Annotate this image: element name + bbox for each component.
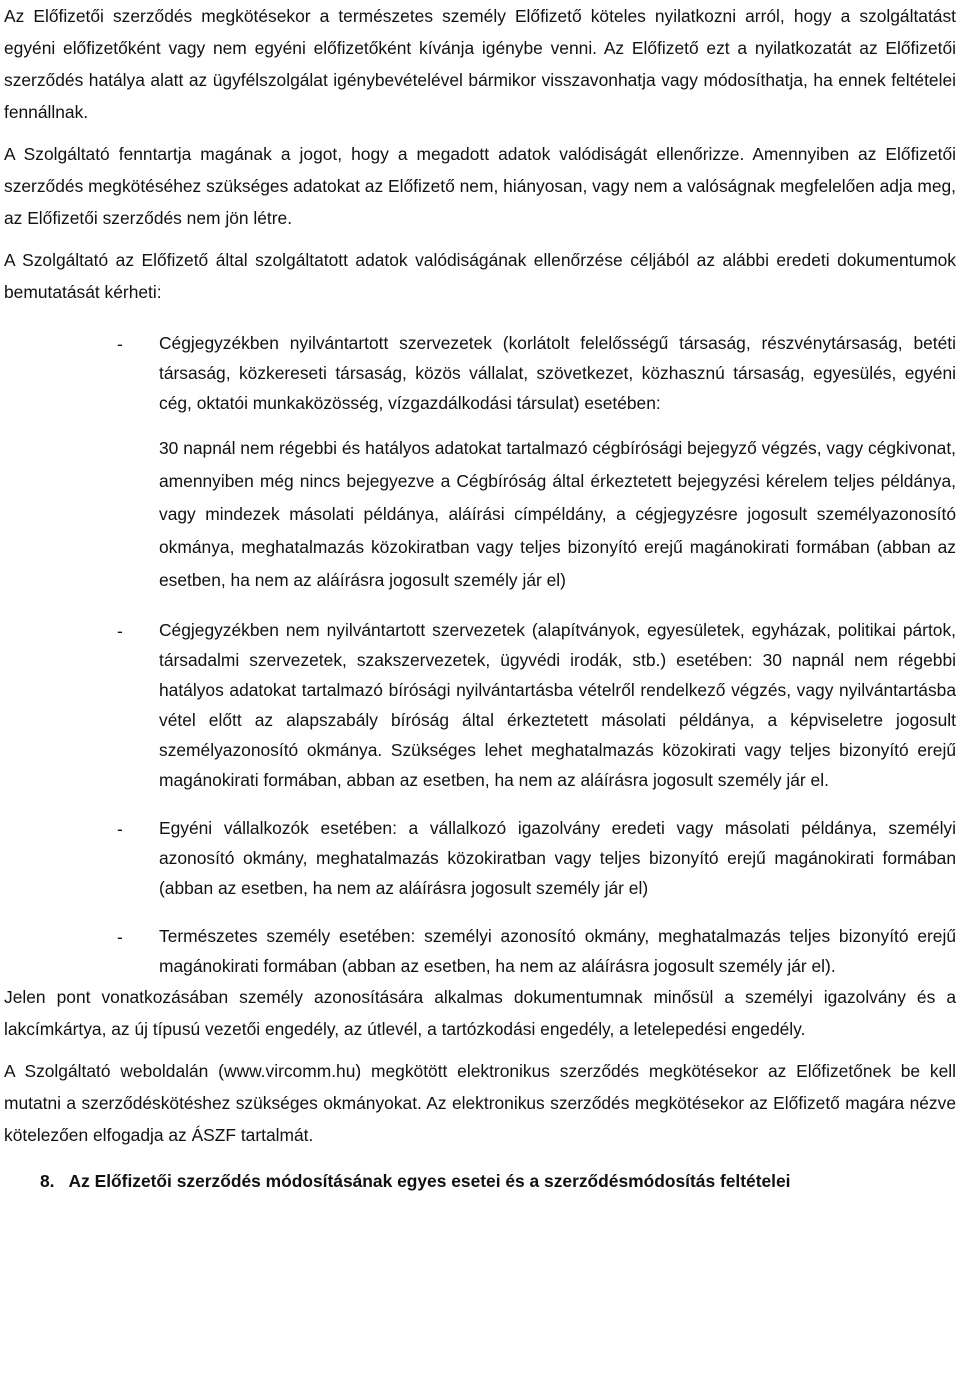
list-dash: - (117, 819, 123, 839)
paragraph-electronic-contract: A Szolgáltató weboldalán (www.vircomm.hu) megkötött elektronikus szerződés megkötésekor az Előfizetőnek be kell mutatni a szerződéskötéshez szükséges okmányokat. Az elektronikus szerződés megkötésekor az Előfizető magára nézve kötelezően elfogadja az ÁSZF tartalmát. (4, 1061, 956, 1145)
section-title: Az Előfizetői szerződés módosításának egyes esetei és a szerződésmódosítás feltételei (68, 1171, 791, 1191)
list-item-natural-persons (4, 921, 956, 981)
list-dash: - (117, 621, 123, 641)
section-heading (4, 1165, 956, 1197)
list-item-registered-organizations (4, 328, 956, 597)
spacer (4, 903, 956, 921)
spacer (4, 795, 956, 813)
paragraph-identity-documents: Jelen pont vonatkozásában személy azonosítására alkalmas dokumentumnak minősül a személyi igazolvány és a lakcímkártya, az új típusú vezetői engedély, az útlevél, a tartózkodási engedély, a letelepedési engedély. (4, 987, 956, 1039)
list-item-text: Cégjegyzékben nem nyilvántartott szervezetek (alapítványok, egyesületek, egyházak, politikai pártok, társadalmi szervezetek, szakszervezetek, ügyvédi irodák, stb.) esetében: 30 napnál nem régebbi hatályos adatokat tartalmazó bírósági nyilvántartásba vételről rendelkező végzés, vagy nyilvántartásba vétel előtt az alapszabály bíróság által érkeztetett másolati példánya, a képviseletre jogosult személyazonosító okmánya. Szükséges lehet meghatalmazás közokirati vagy teljes bizonyító erejű magánokirati formában, abban az esetben, ha nem az aláírásra jogosult személy jár el. (159, 620, 956, 790)
list-dash: - (117, 334, 123, 354)
list-item-sole-traders (4, 813, 956, 903)
list-item-text: Cégjegyzékben nyilvántartott szervezetek (korlátolt felelősségű társaság, részvénytársaság, betéti társaság, közkereseti társaság, közös vállalat, szövetkezet, közhasznú társaság, egyesülés, egyéni cég, oktatói munkaközösség, vízgazdálkodási társulat) esetében: (159, 333, 956, 413)
paragraph-documents-intro: A Szolgáltató az Előfizető által szolgáltatott adatok valódiságának ellenőrzése céljából az alábbi eredeti dokumentumok bemutatását kérheti: (4, 250, 956, 302)
document-requirements-list (4, 328, 956, 981)
spacer (4, 128, 956, 138)
list-dash: - (117, 927, 123, 947)
list-item-subtext: 30 napnál nem régebbi és hatályos adatokat tartalmazó cégbírósági bejegyző végzés, vagy cégkivonat, amennyiben még nincs bejegyezve a Cégbíróság által érkeztetett bejegyzési kérelem teljes példánya, vagy mindezek másolati példánya, aláírási címpéldány, a cégjegyzésre jogosult személyazonosító okmánya, meghatalmazás közokiratban vagy teljes bizonyító erejű magánokirati formában (abban az esetben, ha nem az aláírásra jogosult személy jár el) (159, 438, 956, 590)
list-item-subparagraph (159, 432, 956, 597)
spacer (4, 234, 956, 244)
spacer (4, 597, 956, 615)
list-item-text: Természetes személy esetében: személyi azonosító okmány, meghatalmazás teljes bizonyító erejű magánokirati formában (abban az esetben, ha nem az aláírásra jogosult személy jár el). (159, 926, 956, 976)
spacer (4, 1045, 956, 1055)
paragraph-data-verification: A Szolgáltató fenntartja magának a jogot, hogy a megadott adatok valódiságát ellenőrizze. Amennyiben az Előfizetői szerződés megkötéséhez szükséges adatokat az Előfizető nem, hiányosan, vagy nem a valóságnak megfelelően adja meg, az Előfizetői szerződés nem jön létre. (4, 144, 956, 228)
list-item-unregistered-organizations (4, 615, 956, 795)
paragraph-subscriber-declaration: Az Előfizetői szerződés megkötésekor a természetes személy Előfizető köteles nyilatkozni arról, hogy a szolgáltatást egyéni előfizetőként vagy nem egyéni előfizetőként kívánja igénybe venni. Az Előfizető ezt a nyilatkozatát az Előfizetői szerződés hatálya alatt az ügyfélszolgálat igénybevételével bármikor visszavonhatja vagy módosíthatja, ha ennek feltételei fennállnak. (4, 6, 956, 122)
list-item-text: Egyéni vállalkozók esetében: a vállalkozó igazolvány eredeti vagy másolati példánya, személyi azonosító okmány, meghatalmazás közokiratban vagy teljes bizonyító erejű magánokirati formában (abban az esetben, ha nem az aláírásra jogosult személy jár el) (159, 818, 956, 898)
section-number: 8. (40, 1171, 55, 1191)
